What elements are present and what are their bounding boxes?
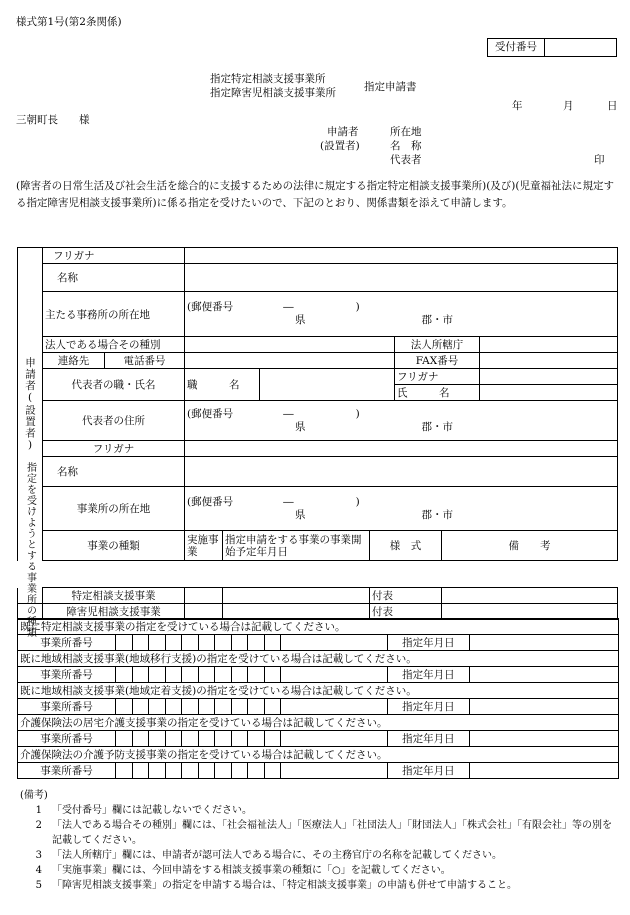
office-number-digit[interactable] (116, 635, 133, 651)
office-number-digit[interactable] (116, 699, 133, 715)
note-item (20, 818, 620, 848)
designated-date-label: 指定年月日 (387, 667, 470, 683)
note-number: 5 (35, 880, 42, 891)
office-number-digit[interactable] (264, 731, 281, 747)
existing-heading-row: 介護保険法の居宅介護支援事業の指定を受けている場合は記載してください。 (18, 715, 619, 731)
office-number-label: 事業所番号 (18, 635, 116, 651)
post-label: 職 名 (185, 369, 260, 401)
applicant-section-label: 申請者(設置者) (18, 248, 43, 561)
existing-heading-row: 既に特定相談支援事業の指定を受けている場合は記載してください。 (18, 619, 619, 635)
designated-date-label: 指定年月日 (387, 763, 470, 779)
competent-authority-field[interactable] (480, 337, 618, 353)
office-number-digit[interactable] (165, 635, 182, 651)
row-child-consultation: 障害児相談支援事業 (43, 604, 185, 620)
receipt-number-field[interactable] (545, 39, 616, 56)
office-number-digit[interactable] (248, 763, 265, 779)
seal-mark: 印 (594, 154, 605, 166)
office-number-digit[interactable] (248, 731, 265, 747)
name-label: 名称 (43, 264, 185, 292)
receipt-number-box (487, 38, 617, 57)
office-number-digit[interactable] (198, 667, 215, 683)
office-number-digit[interactable] (132, 667, 149, 683)
office-number-digit[interactable] (198, 763, 215, 779)
note-item (20, 863, 620, 878)
note-item (20, 803, 620, 818)
office-number-spacer (281, 699, 387, 715)
rep-furigana-label: フリガナ (395, 369, 480, 385)
designated-date-field[interactable] (470, 731, 619, 747)
form-attached-1: 付表 (370, 588, 442, 604)
note-text: 「法人所轄庁」欄には、申請者が認可法人である場合に、その主務官庁の名称を記載してください。 (52, 850, 502, 861)
remarks-field-1[interactable] (442, 588, 618, 604)
office-number-digit[interactable] (116, 667, 133, 683)
office-number-label: 事業所番号 (18, 763, 116, 779)
existing-heading-row: 介護保険法の介護予防支援事業の指定を受けている場合は記載してください。 (18, 747, 619, 763)
designated-date-field[interactable] (470, 667, 619, 683)
office-number-digit[interactable] (182, 763, 199, 779)
office-number-digit[interactable] (149, 635, 166, 651)
office-number-digit[interactable] (198, 731, 215, 747)
office-number-digit[interactable] (116, 731, 133, 747)
note-number: 4 (35, 865, 42, 876)
office-number-digit[interactable] (248, 667, 265, 683)
office-number-digit[interactable] (182, 731, 199, 747)
existing-designations-table (17, 618, 619, 779)
office-number-label: 事業所番号 (18, 699, 116, 715)
rep-furigana-field[interactable] (480, 369, 618, 385)
office-number-digit[interactable] (231, 667, 248, 683)
competent-authority-label: 法人所轄庁 (395, 337, 480, 353)
applicant-furigana-field[interactable] (185, 248, 618, 264)
note-item (20, 878, 620, 893)
form-attached-2: 付表 (370, 604, 442, 620)
corp-type-label: 法人である場合その種別 (43, 337, 185, 353)
office-number-digit[interactable] (215, 763, 232, 779)
existing-heading-row: 既に地域相談支援事業(地域定着支援)の指定を受けている場合は記載してください。 (18, 683, 619, 699)
office-name-label: 名称 (43, 457, 185, 487)
designated-date-field[interactable] (470, 635, 619, 651)
office-number-digit[interactable] (215, 667, 232, 683)
office-number-digit[interactable] (231, 731, 248, 747)
title-line-2: 指定障害児相談支援事業所 (210, 87, 336, 99)
document-title (210, 72, 336, 100)
applicant-name-field[interactable] (185, 264, 618, 292)
office-number-digit[interactable] (264, 763, 281, 779)
office-number-digit[interactable] (116, 763, 133, 779)
designated-date-field[interactable] (470, 699, 619, 715)
office-number-digit[interactable] (198, 635, 215, 651)
office-number-digit[interactable] (165, 699, 182, 715)
office-number-digit[interactable] (182, 635, 199, 651)
office-number-digit[interactable] (248, 635, 265, 651)
existing-designations (17, 618, 619, 779)
start-date-field-1[interactable] (223, 588, 370, 604)
notes-section (20, 788, 620, 893)
note-number: 2 (35, 820, 42, 831)
date-year: 年 (512, 100, 523, 112)
notes-heading: (備考) (20, 790, 48, 801)
date-month: 月 (563, 100, 574, 112)
office-number-spacer (281, 667, 387, 683)
office-number-digit[interactable] (264, 667, 281, 683)
office-location-label: 事業所の所在地 (43, 487, 185, 531)
office-number-digit[interactable] (215, 635, 232, 651)
office-number-digit[interactable] (132, 763, 149, 779)
office-number-digit[interactable] (231, 699, 248, 715)
rep-name-field[interactable] (480, 385, 618, 401)
office-number-digit[interactable] (165, 731, 182, 747)
office-number-digit[interactable] (182, 699, 199, 715)
start-date-header: 指定申請をする事業の事業開始予定年月日 (223, 531, 370, 561)
implement-header: 実施事業 (185, 531, 223, 561)
rep-name-label: 氏 名 (395, 385, 480, 401)
office-number-digit[interactable] (165, 763, 182, 779)
office-number-digit[interactable] (149, 699, 166, 715)
office-number-spacer (281, 763, 387, 779)
designated-date-field[interactable] (470, 763, 619, 779)
application-form-table-lower (17, 587, 618, 620)
office-number-digit[interactable] (132, 635, 149, 651)
note-text: 「法人である場合その種別」欄には、「社会福祉法人」「医療法人」「社団法人」「財団法人」「株式会社」「有限会社」等の別を記載してください。 (52, 820, 612, 846)
form-number: 様式第1号(第2条関係) (16, 16, 122, 28)
note-text: 「受付番号」欄には記載しないでください。 (52, 805, 252, 816)
implement-check-1[interactable] (185, 588, 223, 604)
furigana-label: フリガナ (43, 248, 185, 264)
main-office-label: 主たる事務所の所在地 (43, 292, 185, 337)
fax-label: FAX番号 (395, 353, 480, 369)
applicant-role-sub: (設置者) (320, 140, 360, 152)
form-header: 様 式 (370, 531, 442, 561)
office-number-digit[interactable] (215, 699, 232, 715)
remarks-header: 備 考 (442, 531, 618, 561)
office-number-digit[interactable] (132, 699, 149, 715)
office-name-field[interactable] (185, 457, 618, 487)
note-number: 1 (35, 805, 42, 816)
intro-paragraph: (障害者の日常生活及び社会生活を総合的に支援するための法律に規定する指定特定相談支援事業所)(及び)(児童福祉法に規定する指定障害児相談支援事業所)に係る指定を受けたいので、下記のとおり、関係書類を添えて申請します。 (16, 180, 614, 209)
office-location-field[interactable]: (郵便番号 ― ) 県 郡・市 (185, 487, 618, 531)
note-number: 3 (35, 850, 42, 861)
application-form-table (17, 247, 618, 561)
main-office-address-field[interactable]: (郵便番号 ― ) 県 郡・市 (185, 292, 618, 337)
applicant-address-label: 所在地 (390, 126, 422, 138)
office-number-digit[interactable] (215, 731, 232, 747)
office-number-digit[interactable] (264, 699, 281, 715)
existing-heading-row: 既に地域相談支援事業(地域移行支援)の指定を受けている場合は記載してください。 (18, 651, 619, 667)
office-number-spacer (281, 635, 387, 651)
applicant-rep-label: 代表者 (390, 154, 422, 166)
office-number-digit[interactable] (182, 667, 199, 683)
applicant-role: 申請者 (327, 126, 359, 138)
office-number-label: 事業所番号 (18, 667, 116, 683)
office-number-digit[interactable] (149, 731, 166, 747)
designated-date-label: 指定年月日 (387, 635, 470, 651)
office-furigana-label: フリガナ (43, 441, 185, 457)
office-number-digit[interactable] (149, 667, 166, 683)
office-number-digit[interactable] (264, 635, 281, 651)
date-day: 日 (607, 100, 618, 112)
note-text: 「実施事業」欄には、今回申請をする相談支援事業の種類に「○」を記載してください。 (52, 865, 451, 876)
fax-field[interactable] (480, 353, 618, 369)
row-specific-consultation: 特定相談支援事業 (43, 588, 185, 604)
office-number-digit[interactable] (231, 763, 248, 779)
office-number-digit[interactable] (231, 635, 248, 651)
title-line-1: 指定特定相談支援事業所 (210, 73, 326, 85)
title-suffix: 指定申請書 (364, 81, 417, 93)
office-section-label: 指定を受けようとする事業所の種類 (18, 462, 42, 602)
phone-field[interactable] (185, 353, 395, 369)
applicant-name-label: 名 称 (390, 140, 422, 152)
office-number-digit[interactable] (198, 699, 215, 715)
note-text: 「障害児相談支援事業」の指定を申請する場合は、「特定相談支援事業」の申請も併せて申請すること。 (52, 880, 517, 891)
phone-label: 電話番号 (105, 353, 185, 369)
rep-title-name-label: 代表者の職・氏名 (43, 369, 185, 401)
designated-date-label: 指定年月日 (387, 699, 470, 715)
office-number-digit[interactable] (165, 667, 182, 683)
note-item (20, 848, 620, 863)
designated-date-label: 指定年月日 (387, 731, 470, 747)
contact-label: 連絡先 (43, 353, 105, 369)
office-number-digit[interactable] (248, 699, 265, 715)
office-number-digit[interactable] (149, 763, 166, 779)
business-type-header: 事業の種類 (43, 531, 185, 561)
office-furigana-field[interactable] (185, 441, 618, 457)
rep-address-field[interactable]: (郵便番号 ― ) 県 郡・市 (185, 401, 618, 441)
office-number-spacer (281, 731, 387, 747)
rep-address-label: 代表者の住所 (43, 401, 185, 441)
corp-type-field[interactable] (185, 337, 395, 353)
office-number-digit[interactable] (132, 731, 149, 747)
addressee: 三朝町長 様 (16, 114, 90, 126)
post-field[interactable] (260, 369, 395, 401)
office-number-label: 事業所番号 (18, 731, 116, 747)
receipt-number-label: 受付番号 (488, 39, 545, 56)
